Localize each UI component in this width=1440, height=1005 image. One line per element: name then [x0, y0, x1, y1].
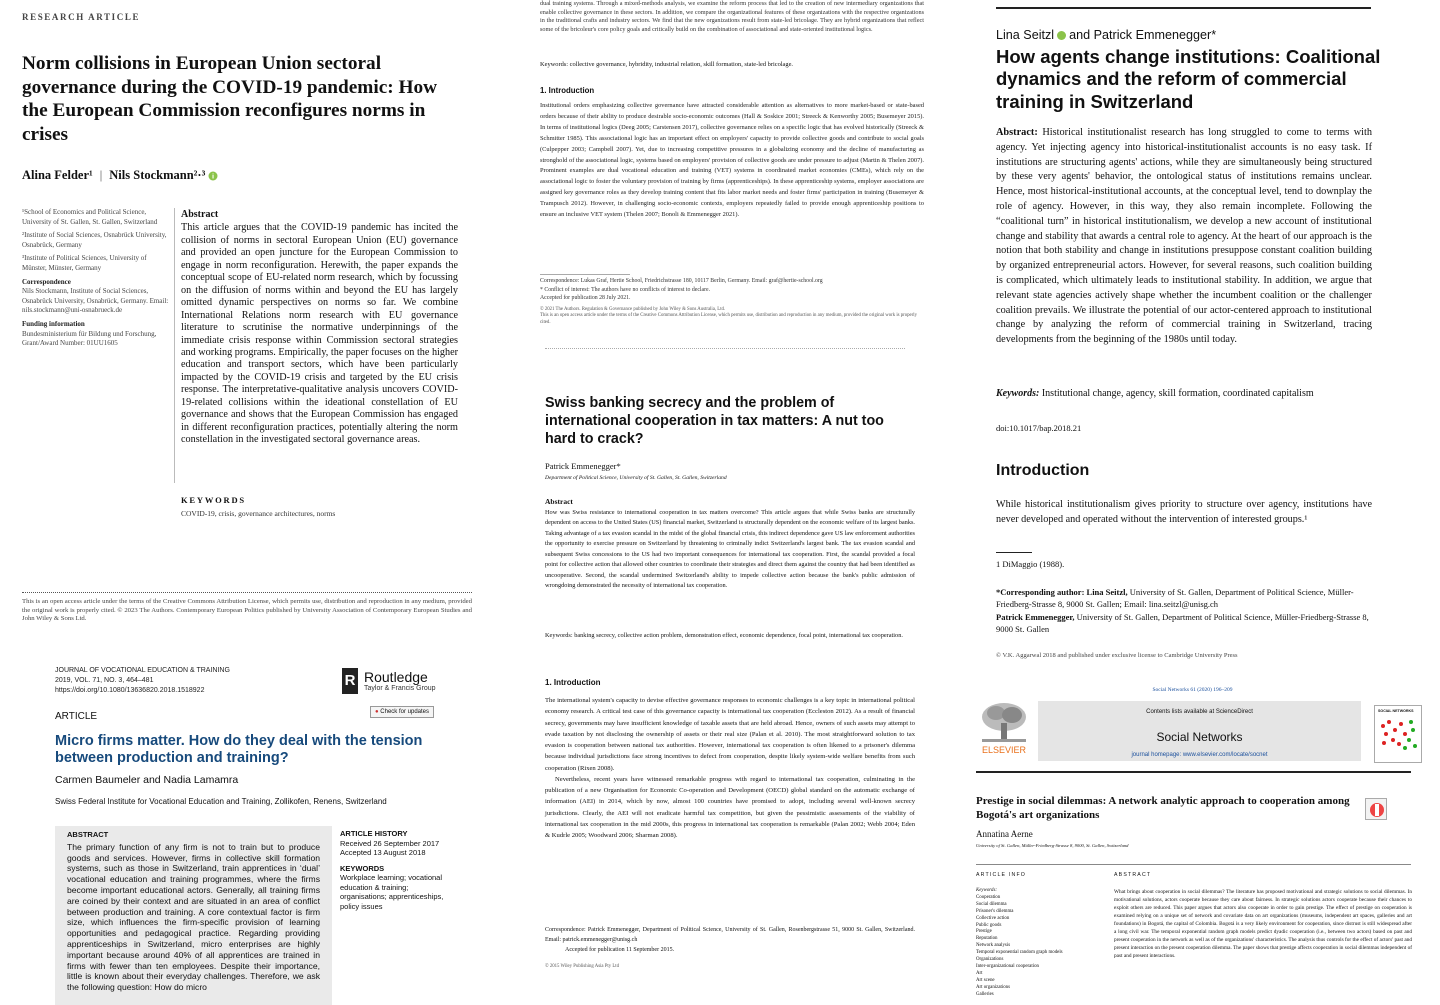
keyword-item: Reputation [976, 936, 998, 942]
abstract-text: Historical institutionalist research has long struggled to come to terms with agency. Yet injecting agency into historical-institutionalist accounts is no easy task. If institutions are structuring agents' actions, while they are simultaneously being structured by these very agents' behavior, the ontological status of institutions remains unclear. Hence, most historical-institutional accounts, at the conceptual level, tend to downplay the role of agency. However, in this way, they also remain incomplete. Following the “coalitional turn” in historical institutionalism, we develop a new account of institutional change and stability that awards a central role to agency. At the heart of our approach is the notion that both stability and change in institutions presuppose constant coalition building by organized entrepreneurial actors. However, for several reasons, such coalition building is complicated, which ultimately leads to institutional stability. In addition, we argue that relevant state agencies actively shape whether the incumbent coalition or the challenger coalition prevails. We illustrate the potential of our actor-centered approach to institutional change by analyzing the reform of commercial training in Switzerland, tracing developments from the beginning of the 1980s until today. [996, 127, 1373, 346]
abstract-box [55, 826, 332, 1005]
paper-title: Norm collisions in European Union sectoral governance during the COVID-19 pandemic: How the European Commission reconfigures norms in crises [22, 53, 438, 145]
keyword-item: Prestige [976, 929, 992, 935]
keywords: Keywords: banking secrecy, collective action problem, demonstration effect, economic dependence, focal point, international tax cooperation. [545, 632, 903, 639]
abstract [545, 497, 915, 592]
body-text: While historical institutionalism gives priority to structure over agency, institutions have never developed and operated without the intervention of interested groups.¹ [996, 499, 1372, 526]
keyword-item: Public goods [976, 922, 1002, 928]
keywords: Keywords: collective governance, hybridity, industrial relation, skill formation, state-led bricolage. [540, 61, 794, 68]
contents-note: Contents lists available at ScienceDirect [1146, 709, 1253, 715]
paper-swiss-banking [531, 345, 929, 1005]
publisher-logo [342, 668, 436, 694]
keywords-heading: Keywords: [976, 888, 998, 893]
author: Annatina Aerne [976, 829, 1033, 839]
paper-prestige-social-dilemmas [965, 683, 1440, 1005]
check-label: Check for updates [380, 709, 429, 715]
section-heading: 1. Introduction [545, 678, 601, 687]
divider [976, 864, 1411, 865]
journal-header [55, 666, 230, 696]
journal-name: JOURNAL OF VOCATIONAL EDUCATION & TRAINING [55, 667, 230, 674]
check-for-updates-button[interactable] [370, 706, 434, 718]
abstract-text: This article argues that the COVID-19 pandemic has incited the collision of norms in sectoral European Union (EU) governance and provided an open juncture for the European Commission to engage in norm reconfiguration. Herewith, the paper expands the conceptual scope of EU-related norm research, which by focussing on the diffusion of norms within and beyond the EU has largely omitted dynamic perspectives on norms so far. We combine International Relations norm research with EU governance literature to scrutinise the normative underpinnings of the immediate crisis response within Commission sectoral strategies and working programs. Empirically, the paper focuses on the higher education and transport sectors, which have been particularly impacted by the COVID-19 crisis and targeted by the EU crisis response. The interpretative-qualitative analysis uncovers COVID-19-related collisions within the ideational constellation of EU governance and shows that the European Commission has engaged in different reconfiguration practices, potentially altering the norm constellation in the investigated sectoral governance areas. [181, 222, 458, 446]
abstract [996, 126, 1372, 348]
article-type: RESEARCH ARTICLE [22, 12, 141, 22]
article-sidebar [340, 829, 450, 911]
abstract-heading: Abstract [545, 497, 573, 506]
keyword-item: Temporal exponential random graph models [976, 950, 1063, 956]
author-separator: | [99, 168, 103, 182]
keywords-heading: KEYWORDS [340, 863, 385, 873]
journal-volume: 2019, VOL. 71, NO. 3, 464–481 [55, 677, 154, 684]
keyword-item: Network analysis [976, 943, 1011, 949]
abstract-text: The primary function of any firm is not to train but to produce goods and services. However, firms in collective skill formation systems, such as those in Switzerland, train apprentices in ‘dual’ vocational education and training programmes, where the firms become important educational actors. Generally, all training firms are coined by their context and are situated in an area of conflict between production and training. A core contextual factor is firm size, which influences the firm-specific provision of learning opportunities and pedagogical practice. Regarding providing apprenticeships in Switzerland, micro enterprises are highly important because around 40% of all apprentices are trained in firms with fewer than ten employees. Despite their importance, little is known about their everyday challenges. Therefore, we ask the following question: How do micro [67, 841, 320, 993]
keyword-item: Art scene [976, 977, 995, 983]
author-line [22, 168, 218, 183]
abstract [181, 209, 458, 447]
accepted-note: Accepted for publication 28 July 2021. [540, 295, 631, 301]
keyword-list [976, 895, 1091, 999]
paper-title: Prestige in social dilemmas: A network analytic approach to cooperation among Bogotá's art organizations [976, 795, 1350, 821]
conflict-note: * Conflict of interest: The authors have no conflicts of interest to declare. [540, 286, 711, 293]
accepted-date: Accepted 13 August 2018 [340, 848, 426, 857]
article-info-heading: ARTICLE INFO [976, 872, 1027, 878]
orcid-icon [208, 171, 218, 181]
abstract-heading: Abstract: [996, 127, 1038, 138]
paper-norm-collisions [0, 0, 482, 640]
author: Patrick Emmenegger* [545, 461, 621, 471]
affiliation: ¹School of Economics and Political Science, University of St. Gallen, St. Gallen, Switzerland [22, 208, 158, 226]
affiliation: University of St. Gallen, Müller-Friedberg-Strasse 8, 9000, St. Gallen, Switzerland [976, 843, 1129, 848]
keyword-item: Collective action [976, 915, 1010, 921]
keyword-item: Galleries [976, 991, 994, 997]
affiliation: ³Institute of Political Sciences, University of Münster, Münster, Germany [22, 254, 147, 272]
article-info [976, 888, 1091, 999]
history-heading: ARTICLE HISTORY [340, 829, 408, 838]
correspondence-text: Correspondence: Patrick Emmenegger, Department of Political Science, University of St. Gallen, Rosenbergstrasse 51, 9000 St. Gallen, Switzerland. Email: patrick.emmenegger@unisg.ch [545, 927, 915, 943]
abstract-heading: ABSTRACT [67, 830, 109, 839]
affiliation: ²Institute of Social Sciences, Osnabrück University, Osnabrück, Germany [22, 231, 167, 249]
affiliations [22, 208, 170, 353]
journal-header [976, 701, 1414, 758]
keywords-text: Institutional change, agency, skill formation, coordinated capitalism [1041, 388, 1314, 399]
author-name: Lina Seitzl [996, 28, 1055, 42]
author-name: Alina Felder¹ [22, 168, 93, 182]
keywords: COVID-19, crisis, governance architectures, norms [181, 509, 336, 518]
received-date: Received 26 September 2017 [340, 838, 440, 848]
body-text: Institutional orders emphasizing collective governance have attracted considerable attention as alternatives to more market-based or state-based orders because of their ability to produce desirable socio-economic outcomes (Hall & Soskice 2001; Streeck & Kenworthy 2005; Busemeyer 2015). In terms of institutional logics (Deeg 2005; Carstensen 2017), collective governance relies on a specific logic that has evolved historically (Streeck & Schmitter 1985). This associational logic has an important effect on employers' capacity to provide collective goods and contribute to social goals (Culpepper 2003; Campbell 2007). Yet, due to increasing competitive pressures in a globalizing economy and the decline of manufacturing as stronghold of the associational logic, systems based on employers' provision of collective goods are under pressure to adjust (Martin & Thelen 2007). Prominent examples are dual vocational education and training (VET) systems in coordinated market economies (CMEs), which rely on the associational logic to foster the voluntary provision of training by firms (apprenticeships). In these apprenticeship systems, employer associations are assigned key governance roles as they develop training content that fits labor market needs and foster firms' participation in training (Busemeyer & Trampusch 2012). However, in challenging socio-economic contexts, employers repeatedly failed to provide enough apprenticeship positions to ensure an inclusive VET system (Thelen 2007; Bonoli & Emmenegger 2021). [540, 102, 924, 219]
abstract-heading: Abstract [181, 209, 219, 220]
paper-title: Swiss banking secrecy and the problem of international cooperation in tax matters: A nut too hard to crack? [545, 395, 884, 448]
keyword-item: Art organizations [976, 984, 1011, 990]
license-text: This is an open access article under the terms of the Creative Commons Attribution License, which permits use, distribution and reproduction in any medium, provided the original work is properly cited. [540, 313, 918, 325]
paper-collective-governance [531, 0, 929, 335]
author-name: and Patrick Emmenegger* [1069, 28, 1217, 42]
coauthor: Patrick Emmenegger, [996, 611, 1075, 622]
cover-title: SOCIAL NETWORKS [1378, 709, 1414, 713]
network-cover-icon [1375, 716, 1421, 756]
doi-link[interactable]: https://doi.org/10.1080/13636820.2018.1518922 [55, 687, 205, 694]
funding: Bundesministerium für Bildung und Forschung, Grant/Award Number: 01UU1605 [22, 329, 157, 348]
keyword-item: Inter-organizational cooperation [976, 963, 1039, 969]
keyword-item: Social dilemma [976, 901, 1007, 907]
corresponding-author: *Corresponding author: Lina Seitzl, [996, 587, 1128, 597]
accepted-note: Accepted for publication 11 September 2015. [565, 947, 675, 953]
keyword-item: Organizations [976, 957, 1004, 963]
license [540, 307, 924, 326]
keywords [996, 388, 1314, 399]
affiliation: Swiss Federal Institute for Vocational Education and Training, Zollikofen, Renens, Switzerland [55, 797, 387, 806]
svg-text:i: i [212, 173, 215, 181]
funding-heading: Funding information [22, 319, 85, 328]
correspondence-text: University of St. Gallen, Department of Political Science, Müller-Friedberg-Strasse 8, 9000 St. Gallen; Email: lina.seitzl@unisg.ch [996, 587, 1354, 610]
check-for-updates-icon: ● [375, 709, 379, 715]
journal-name: Social Networks [1156, 730, 1243, 744]
affiliation: Department of Political Science, University of St. Gallen, St. Gallen, Switzerland [545, 475, 727, 481]
publisher-group: Taylor & Francis Group [364, 685, 436, 692]
author-name: Nils Stockmann²·³ [109, 168, 206, 182]
paper-how-agents-change [977, 0, 1440, 665]
column-divider [174, 208, 175, 483]
keywords-heading: Keywords: [996, 388, 1040, 399]
correspondence: Nils Stockmann, Institute of Social Sciences, Osnabrück University, Osnabrück, Germany. Email: nils.stockmann@uni-osnabrueck.de [22, 287, 169, 315]
section-heading: 1. Introduction [540, 86, 595, 95]
journal-banner [1038, 701, 1361, 761]
doi[interactable]: doi:10.1017/bap.2018.21 [996, 423, 1082, 433]
author-line [996, 28, 1216, 42]
paragraph: Nevertheless, recent years have witnessed remarkable progress with regard to international tax cooperation, culminating in the publication of a new Organisation for Economic Co-operation and Development (OECD) global standard on the automatic exchange of information (AEI) in 2014, which by now, almost 100 countries have promised to adopt, including several well-known secrecy jurisdictions. Clearly, the AEI will not eradicate harmful tax competition, but given the pessimistic assessments of the viability of international tax cooperation in the mid 2000s, this progress in international tax cooperation is remarkable (Palan 2002; Webb 2004; Eden & Kudrle 2005; Woodward 2006; Sharman 2008). [545, 775, 915, 839]
crossmark-icon[interactable] [1365, 798, 1387, 820]
header-rule [996, 7, 1371, 9]
body-text [545, 695, 915, 841]
correspondence [996, 586, 1372, 636]
correspondence-text: Correspondence: Lukas Graf, Hertie School, Friedrichstrasse 180, 10117 Berlin, Germany. Email: graf@hertie-school.org [540, 278, 823, 284]
paragraph: The international system's capacity to devise effective governance responses to economic challenges is a key topic in international political economy research. A critical test case of this governance capacity is international tax cooperation (Eccleston 2012). As a result of financial secrecy, governments may have insufficient knowledge of taxable assets that are held abroad. Hence, owners of such assets may attempt to evade taxation by not disclosing the ownership of assets or their real size (Palan et al. 2010). The most straightforward solution to tax evasion is cooperation between national tax authorities. However, international tax cooperation is often likened to a prisoner's dilemma because individual jurisdictions face strong incentives to defect from cooperation, despite likely system-wide welfare benefits from such cooperation (Rixen 2008). [545, 697, 915, 772]
license-footnote: This is an open access article under the terms of the Creative Commons Attribution License, which permits use, distribution and reproduction in any medium, provided the original work is properly cited. © 2023 The Authors. Contemporary European Politics published by University Association of Contemporary European Studies and John Wiley & Sons Ltd. [22, 598, 472, 622]
section-heading: Introduction [996, 462, 1090, 479]
journal-cover [1374, 705, 1422, 763]
publisher-name: ELSEVIER [981, 745, 1027, 755]
orcid-icon [1057, 31, 1066, 40]
keyword-item: Art [976, 970, 983, 976]
paper-title: Micro firms matter. How do they deal with the tension between production and training? [55, 733, 423, 766]
copyright: © 2015 Wiley Publishing Asia Pty Ltd [545, 964, 619, 969]
journal-citation[interactable]: Social Networks 61 (2020) 196–209 [1152, 687, 1233, 693]
abstract-heading: ABSTRACT [1114, 872, 1152, 878]
authors: Carmen Baumeler and Nadia Lamamra [55, 774, 239, 786]
publisher-name: Routledge [364, 669, 428, 685]
article-type: ARTICLE [55, 711, 98, 722]
correspondence [540, 274, 924, 303]
correspondence [545, 925, 915, 955]
abstract-text: How was Swiss resistance to international cooperation in tax matters overcome? This article argues that while Swiss banks are structurally dependent on access to the United States (US) financial market, Switzerland is structurally dependent on the economic welfare of its largest banks. Taking advantage of a tax evasion scandal in the midst of the global financial crisis, this indirect dependence gave US law enforcement authorities the opportunity to exercise pressure on Switzerland by threatening to criminally indict Switzerland's largest bank. The tax evasion scandal and subsequent Swiss concessions to the US had two important consequences for international tax cooperation. First, the scandal provided a focal point for collective action that allowed other countries to coordinate their strategies and direct them against the country that had been identified as uncooperative. Second, the scandal undermined Switzerland's ability to impede collective action because the bank's public admission of wrongdoing demonstrated the necessity of international tax cooperation. [545, 508, 915, 590]
footnote-text: 1 DiMaggio (1988). [996, 559, 1065, 569]
header-rule [976, 771, 1411, 773]
header-rule [545, 348, 905, 349]
paper-title: How agents change institutions: Coalitional dynamics and the reform of commercial training in Switzerland [996, 46, 1381, 112]
abstract-text: What brings about cooperation in social dilemmas? The literature has proposed motivational and strategic solutions to social dilemmas. In motivational solutions, actors cooperate because they care about fairness. In strategic solutions actors cooperate because their chances to exploit others are reduced. This paper argues that actors also cooperate in order to gain prestige. The effect of prestige on cooperation is examined relying on a unique set of network and covariate data on art organizations (museums, independent art spaces, galleries and art foundations) in Bogotá, the capital of Colombia. Bogotá is a very likely environment for cooperation, since distrust is still widespread after a long civil war. The temporal exponential random graph models predict dyadic cooperation (i.e., between two actors) based on past and present cooperation in the network as well as of the organizations' characteristics. The analysis thus controls for the effect of actors' past and present interaction on the present cooperation dilemma. The paper shows that prestige affects cooperation in social dilemmas independent of past and present interactions. [1114, 889, 1412, 960]
correspondence-heading: Correspondence [22, 277, 71, 286]
copyright: © 2021 The Authors. Regulation & Governance published by John Wiley & Sons Australia, Ltd. [540, 307, 726, 312]
footnote [996, 552, 1372, 569]
keywords: Workplace learning; vocational education & training; organisations; apprenticeships, policy issues [340, 873, 444, 911]
abstract-continuation: dual training systems. Through a mixed-methods analysis, we examine the reform process that led to the creation of new intermediary organizations that enable collective governance in these sectors. In addition, we compare the organizational features of these organizations with the respective organizations in the traditional crafts and industry sectors. We find that the new organizations result from state-led bricolage. They are hybrid organizations that reflect some of the bricoleur's core policy goals and critically build on the combination of associational and state-oriented institutional logics. [540, 0, 924, 34]
keywords-heading: KEYWORDS [181, 495, 246, 505]
routledge-logo-icon: R [342, 668, 358, 694]
keyword-item: Cooperation [976, 894, 1001, 900]
journal-homepage[interactable]: journal homepage: www.elsevier.com/locate/socnet [1131, 752, 1268, 758]
copyright: © V.K. Aggarwal 2018 and published under exclusive license to Cambridge University Press [996, 652, 1238, 659]
paper-micro-firms [0, 658, 460, 1005]
keyword-item: Prisoner's dilemma [976, 908, 1014, 914]
elsevier-logo [976, 701, 1034, 761]
footnote-divider [22, 592, 472, 593]
elsevier-tree-icon [976, 701, 1032, 745]
correspondence-text: University of St. Gallen, Department of Political Science, Müller-Friedberg-Strasse 8, 9000 St. Gallen [996, 611, 1369, 635]
